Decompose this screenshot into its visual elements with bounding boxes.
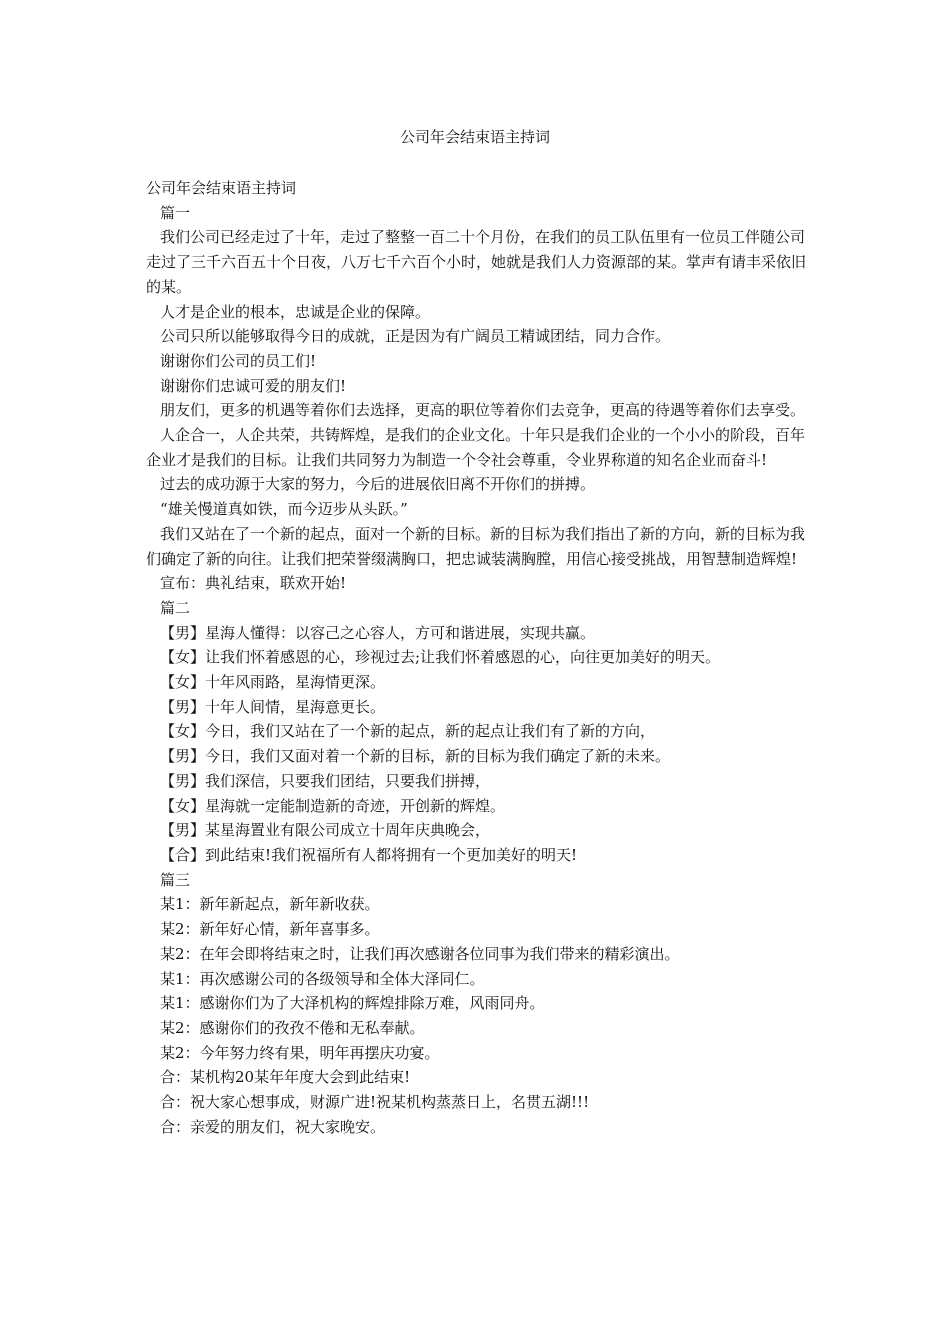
paragraph: 宣布：典礼结束，联欢开始!: [160, 574, 347, 593]
dialogue-line: 某2：新年好心情，新年喜事多。: [160, 920, 380, 939]
section-label: 篇二: [160, 598, 191, 617]
dialogue-line: 【男】今日，我们又面对着一个新的目标，新的目标为我们确定了新的未来。: [160, 747, 671, 766]
paragraph: 谢谢你们忠诚可爱的朋友们!: [160, 376, 347, 395]
paragraph: 公司只所以能够取得今日的成就，正是因为有广阔员工精诚团结，同力合作。: [160, 327, 671, 346]
dialogue-line: 【男】十年人间情，星海意更长。: [160, 697, 386, 716]
dialogue-line: 某2：在年会即将结束之时，让我们再次感谢各位同事为我们带来的精彩演出。: [160, 944, 680, 963]
dialogue-line: 某2：今年努力终有果，明年再摆庆功宴。: [160, 1043, 440, 1062]
body-heading: 公司年会结束语主持词: [146, 179, 297, 197]
paragraph: 过去的成功源于大家的努力，今后的进展依旧离不开你们的拼搏。: [160, 475, 596, 494]
paragraph: 我们又站在了一个新的起点，面对一个新的目标。新的目标为我们指出了新的方向，新的目标为我们确定了新的向往。让我们把荣誉缀满胸口，把忠诚装满胸膛，用信心接受挑战，用智慧制造辉煌!: [146, 524, 806, 568]
paragraph: 朋友们，更多的机遇等着你们去选择，更高的职位等着你们去竞争，更高的待遇等着你们去享受。: [160, 401, 806, 420]
section-label: 篇三: [160, 870, 191, 889]
dialogue-line: 【合】到此结束!我们祝福所有人都将拥有一个更加美好的明天!: [160, 845, 578, 864]
paragraph: 人企合一，人企共荣，共铸辉煌，是我们的企业文化。十年只是我们企业的一个小小的阶段，百年企业才是我们的目标。让我们共同努力为制造一个令社会尊重，令业界称道的知名企业而奋斗!: [146, 426, 806, 469]
section-label: 篇一: [160, 203, 191, 222]
dialogue-line: 某2：感谢你们的孜孜不倦和无私奉献。: [160, 1018, 425, 1037]
dialogue-line: 【男】某星海置业有限公司成立十周年庆典晚会，: [160, 821, 491, 840]
dialogue-line: 【男】星海人懂得：以容己之心容人，方可和谐进展，实现共赢。: [160, 623, 596, 642]
dialogue-line: 【女】十年风雨路，星海情更深。: [160, 673, 386, 692]
paragraph: 我们公司已经走过了十年，走过了整整一百二十个月份，在我们的员工队伍里有一位员工伴随公司走过了三千六百五十个日夜，八万七千六百个小时，她就是我们人力资源部的某。掌声有请丰采依旧的某。: [146, 228, 807, 296]
dialogue-line: 合：亲爱的朋友们，祝大家晚安。: [160, 1117, 386, 1136]
document-body: [146, 176, 810, 1139]
dialogue-line: 【女】星海就一定能制造新的奇迹，开创新的辉煌。: [160, 796, 506, 815]
dialogue-line: 【男】我们深信，只要我们团结，只要我们拼搏，: [160, 771, 491, 790]
dialogue-line: 某1：再次感谢公司的各级领导和全体大泽同仁。: [160, 969, 485, 988]
dialogue-line: 【女】今日，我们又站在了一个新的起点，新的起点让我们有了新的方向，: [160, 722, 656, 741]
paragraph: 人才是企业的根本，忠诚是企业的保障。: [160, 302, 431, 321]
dialogue-line: 合：某机构20某年年度大会到此结束!: [160, 1068, 411, 1087]
dialogue-line: 【女】让我们怀着感恩的心，珍视过去;让我们怀着感恩的心，向往更加美好的明天。: [160, 648, 721, 667]
paragraph: 谢谢你们公司的员工们!: [160, 351, 317, 370]
dialogue-line: 合：祝大家心想事成，财源广进!祝某机构蒸蒸日上，名贯五湖!!!: [160, 1093, 590, 1112]
dialogue-line: 某1：感谢你们为了大泽机构的辉煌排除万难，风雨同舟。: [160, 994, 545, 1013]
dialogue-line: 某1：新年新起点，新年新收获。: [160, 895, 380, 914]
document-title: 公司年会结束语主持词: [399, 128, 550, 146]
paragraph: “雄关慢道真如铁，而今迈步从头跃。”: [160, 500, 408, 519]
